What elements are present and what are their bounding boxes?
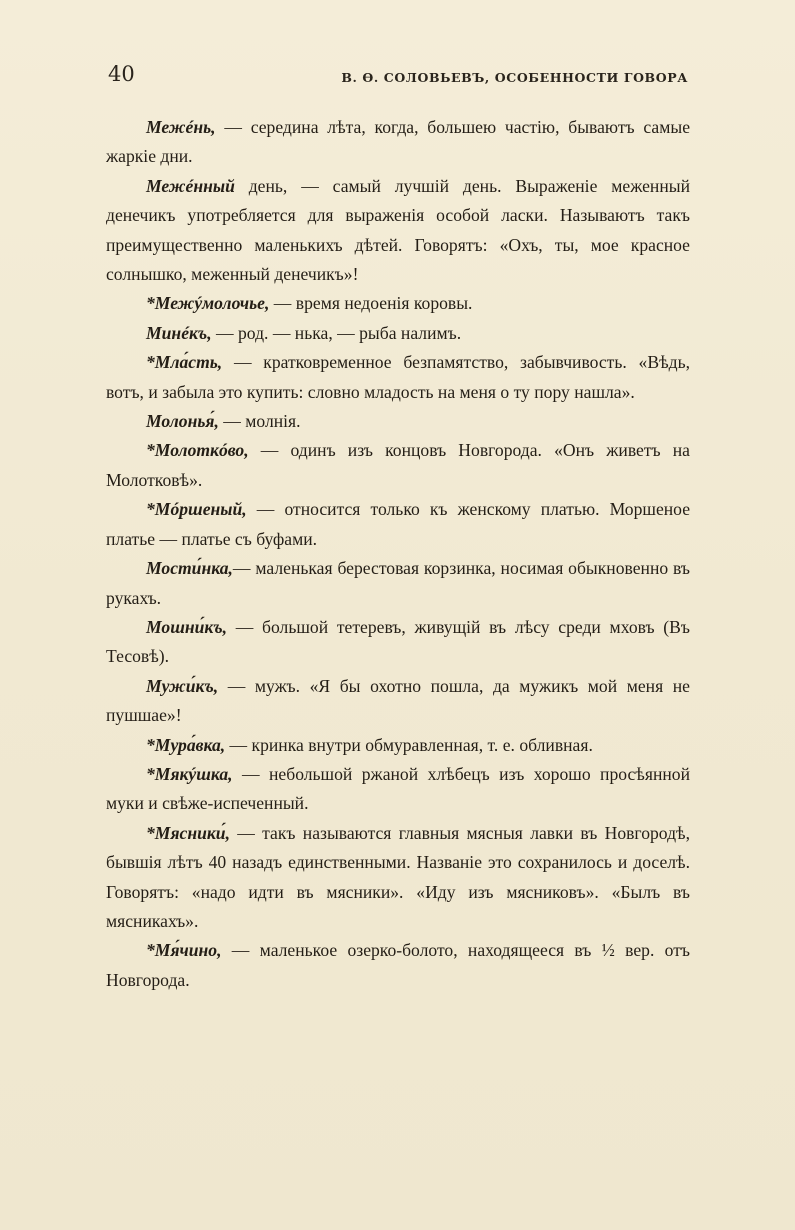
definition: — маленькое озерко-болото, находящееся въ ½ вер. отъ Новгорода. [106,940,690,990]
headword: Межéнный [146,175,235,196]
headword: Молонья́, [146,411,219,432]
dictionary-entry [106,495,690,554]
headword: Мости́нка, [146,558,233,579]
definition: — относится только къ женскому платью. Моршеное платье — платье съ буфами. [106,499,690,549]
headword: *Межýмолочье, [146,293,270,314]
definition: день, — самый лучшій день. Выраженіе меженный денечикъ употребляется для выраженія особой ласки. Называютъ такъ преимущественно маленькихъ дѣтей. Говорятъ: «Охъ, ты, мое красное солнышко, меженный денечикъ»! [106,175,690,285]
definition: — род. — нька, — рыба налимъ. [211,322,462,343]
headword: Мошни́къ, [146,616,227,637]
dictionary-entry [106,613,690,672]
headword: *Молоткóво, [146,440,249,461]
headword: *Мякýшка, [146,763,233,784]
headword: Минéкъ, [146,322,212,343]
definition: — середина лѣта, когда, большею частію, бываютъ самые жаркіе дни. [106,117,690,167]
page-number: 40 [108,62,135,86]
dictionary-entry [106,348,690,407]
dictionary-entry [106,819,690,937]
dictionary-text [106,113,690,995]
dictionary-entry [106,936,690,995]
dictionary-entry [106,407,690,436]
headword: *Мясники́, [146,822,230,843]
dictionary-entry [106,554,690,613]
dictionary-entry [106,289,690,318]
dictionary-entry [106,760,690,819]
headword: *Мóршеный, [146,499,247,520]
headword: *Мура́вка, [146,734,226,755]
headword: Мужи́къ, [146,675,219,696]
definition: — молнія. [218,411,301,432]
definition: — кринка внутри обмуравленная, т. е. обливная. [225,734,593,755]
dictionary-entry [106,113,690,172]
definition: — маленькая берестовая корзинка, носимая обыкновенно въ рукахъ. [106,558,690,608]
definition: — время недоенія коровы. [269,293,473,314]
definition: — кратковременное безпамятство, забывчивость. «Вѣдь, вотъ, и забыла это купить: словно младость на меня о ту пору нашла». [106,352,690,402]
dictionary-entry [106,319,690,348]
dictionary-entry [106,731,690,760]
headword: *Мла́сть, [146,352,223,373]
dictionary-entry [106,172,690,290]
running-head: В. Ѳ. СОЛОВЬЕВЪ, ОСОБЕННОСТИ ГОВОРА [341,70,688,85]
dictionary-entry [106,672,690,731]
page-header [108,62,688,92]
definition: — небольшой ржаной хлѣбецъ изъ хорошо просѣянной муки и свѣже-испеченный. [106,763,690,814]
definition: — большой тетеревъ, живущій въ лѣсу среди мховъ (Въ Тесовѣ). [106,616,690,667]
headword: Межéнь, [146,117,216,137]
dictionary-entry [106,436,690,495]
definition: — одинъ изъ концовъ Новгорода. «Онъ живетъ на Молотковѣ». [106,440,690,490]
headword: *Мя́чино, [146,940,222,961]
definition: — мужъ. «Я бы охотно пошла, да мужикъ мой меня не пушшае»! [106,675,690,726]
definition: — такъ называются главныя мясныя лавки въ Новгородѣ, бывшія лѣтъ 40 назадъ единственными. Названіе это сохранилось и доселѣ. Говорятъ: «надо идти въ мясники». «Иду изъ мясниковъ». «Былъ въ мясникахъ». [106,822,690,931]
